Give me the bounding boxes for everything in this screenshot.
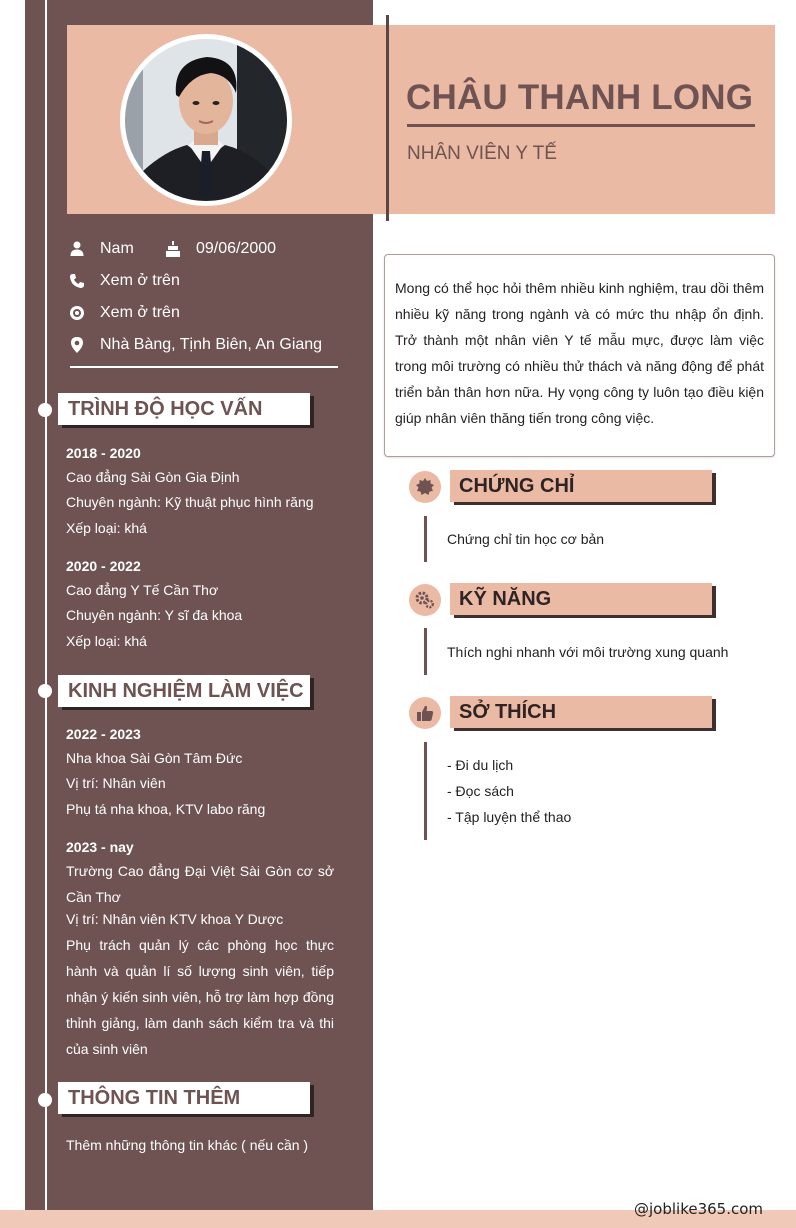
education-section-title: TRÌNH ĐỘ HỌC VẤN (58, 393, 310, 425)
watermark: @joblike365.com (634, 1200, 764, 1218)
hobby-item: - Đọc sách (447, 783, 514, 799)
education-period: 2020 - 2022 (66, 558, 141, 574)
experience-company: Trường Cao đẳng Đại Việt Sài Gòn cơ sở Cần Thơ (66, 863, 334, 905)
skills-section-title: KỸ NĂNG (450, 583, 712, 615)
hobbies-bar (424, 742, 427, 840)
timeline-line (45, 0, 47, 1228)
phone-value: Xem ở trên (100, 272, 180, 289)
timeline-dot (38, 403, 52, 417)
cake-icon (164, 240, 182, 258)
phone-row (68, 269, 180, 293)
gender-value: Nam (100, 240, 134, 257)
address-row (68, 333, 322, 357)
avatar (125, 39, 287, 201)
skills-bar (424, 628, 427, 675)
certificates-section-title: CHỨNG CHỈ (450, 470, 712, 502)
timeline-dot (38, 684, 52, 698)
hobby-item: - Tập luyện thể thao (447, 809, 572, 825)
certificate-item: Chứng chỉ tin học cơ bản (447, 531, 605, 547)
career-objective: Mong có thể học hỏi thêm nhiều kinh nghiệm, trau dồi thêm nhiều kỹ năng trong ngành và có mức thu nhập ổn định. Trở thành một nhân viên Y tế mẫu mực, được làm việc trong môi trường có nhiều thử thách và năng động để phát triển bản thân hơn nữa. Hy vọng công ty luôn tạo điều kiện giúp nhân viên thăng tiến trong công việc. (384, 254, 775, 457)
education-major: Chuyên ngành: Y sĩ đa khoa (66, 607, 243, 623)
address-value: Nhà Bàng, Tịnh Biên, An Giang (100, 336, 323, 353)
info-divider (70, 366, 338, 368)
education-grade: Xếp loại: khá (66, 520, 147, 536)
skills-icon-wrap (409, 584, 441, 616)
gears-icon (415, 590, 435, 610)
experience-company: Nha khoa Sài Gòn Tâm Đức (66, 750, 243, 766)
education-school: Cao đẳng Sài Gòn Gia Định (66, 469, 240, 485)
name-underline (407, 124, 755, 127)
candidate-name: CHÂU THANH LONG (406, 78, 754, 117)
experience-description: Phụ tá nha khoa, KTV labo răng (66, 801, 266, 817)
hobby-item: - Đi du lịch (447, 757, 514, 773)
certificates-bar (424, 516, 427, 562)
experience-period: 2022 - 2023 (66, 726, 141, 742)
experience-position: Vị trí: Nhân viên (66, 775, 166, 791)
experience-description: Phụ trách quản lý các phòng học thực hành và quản lí số lượng sinh viên, tiếp nhận ý kiến sinh viên, hỗ trợ làm hợp đồng thỉnh giảng, làm danh sách kiểm tra và thi của sinh viên (66, 937, 334, 1057)
badge-icon (416, 478, 434, 496)
education-school: Cao đẳng Y Tế Cần Thơ (66, 582, 219, 598)
job-title: NHÂN VIÊN Y TẾ (407, 143, 557, 164)
header-divider (386, 15, 389, 221)
education-grade: Xếp loại: khá (66, 633, 147, 649)
birthdate-row (164, 237, 276, 261)
skill-item: Thích nghi nhanh với môi trường xung quanh (447, 644, 729, 660)
location-pin-icon (68, 336, 86, 354)
gender-row (68, 237, 134, 261)
experience-period: 2023 - nay (66, 839, 134, 855)
hobbies-section-title: SỞ THÍCH (450, 696, 712, 728)
email-value: Xem ở trên (100, 304, 180, 321)
hobbies-icon-wrap (409, 697, 441, 729)
birthdate-value: 09/06/2000 (196, 240, 277, 257)
email-row (68, 301, 180, 325)
experience-position: Vị trí: Nhân viên KTV khoa Y Dược (66, 911, 284, 927)
thumbs-up-icon (416, 704, 434, 722)
additional-section-title: THÔNG TIN THÊM (58, 1082, 310, 1114)
education-period: 2018 - 2020 (66, 445, 141, 461)
additional-text: Thêm những thông tin khác ( nếu cần ) (66, 1137, 309, 1153)
timeline-dot (38, 1093, 52, 1107)
at-icon (68, 304, 86, 322)
person-icon (68, 240, 86, 258)
avatar-photo (125, 39, 287, 201)
phone-icon (68, 272, 86, 290)
experience-section-title: KINH NGHIỆM LÀM VIỆC (58, 675, 310, 707)
certificates-icon-wrap (409, 471, 441, 503)
education-major: Chuyên ngành: Kỹ thuật phục hình răng (66, 494, 314, 510)
